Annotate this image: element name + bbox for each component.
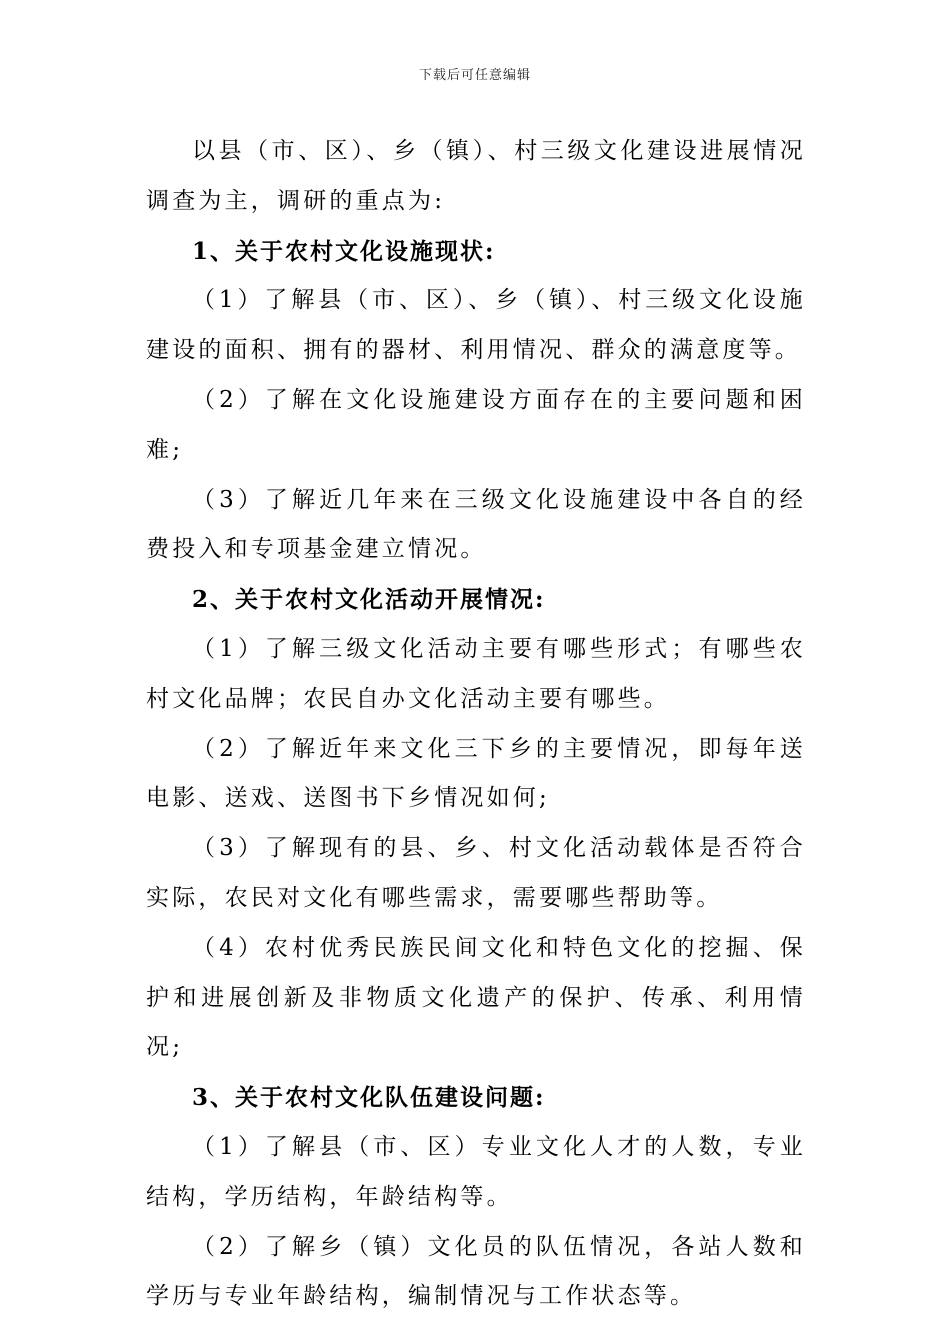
list-item-activities-2: （2）了解近年来文化三下乡的主要情况，即每年送电影、送戏、送图书下乡情况如何; (146, 735, 806, 812)
list-item-activities-3: （3）了解现有的县、乡、村文化活动载体是否符合实际，农民对文化有哪些需求，需要哪些帮助等。 (146, 835, 806, 911)
list-item-facilities-3: （3）了解近几年来在三级文化设施建设中各自的经费投入和专项基金建立情况。 (146, 486, 806, 563)
section-heading-facilities: 1、关于农村文化设施现状: (192, 237, 496, 265)
section-heading-team: 3、关于农村文化队伍建设问题: (192, 1084, 546, 1112)
intro-paragraph: 以县（市、区）、乡（镇）、村三级文化建设进展情况调查为主，调研的重点为: (146, 138, 806, 214)
page-header-note: 下载后可任意编辑 (418, 68, 531, 83)
list-item-facilities-1: （1）了解县（市、区）、乡（镇）、村三级文化设施建设的面积、拥有的器材、利用情况、群众的满意度等。 (146, 287, 806, 364)
section-heading-activities: 2、关于农村文化活动开展情况: (192, 586, 546, 614)
list-item-team-2: （2）了解乡（镇）文化员的队伍情况，各站人数和学历与专业年龄结构，编制情况与工作状态等。 (146, 1233, 806, 1310)
list-item-team-1: （1）了解县（市、区）专业文化人才的人数，专业结构，学历结构，年龄结构等。 (146, 1133, 806, 1210)
list-item-activities-4: （4）农村优秀民族民间文化和特色文化的挖掘、保护和进展创新及非物质文化遗产的保护、传承、利用情况; (146, 934, 806, 1061)
document-body (146, 127, 806, 1322)
list-item-activities-1: （1）了解三级文化活动主要有哪些形式；有哪些农村文化品牌；农民自办文化活动主要有哪些。 (146, 635, 806, 712)
list-item-facilities-2: （2）了解在文化设施建设方面存在的主要问题和困难; (146, 386, 806, 463)
